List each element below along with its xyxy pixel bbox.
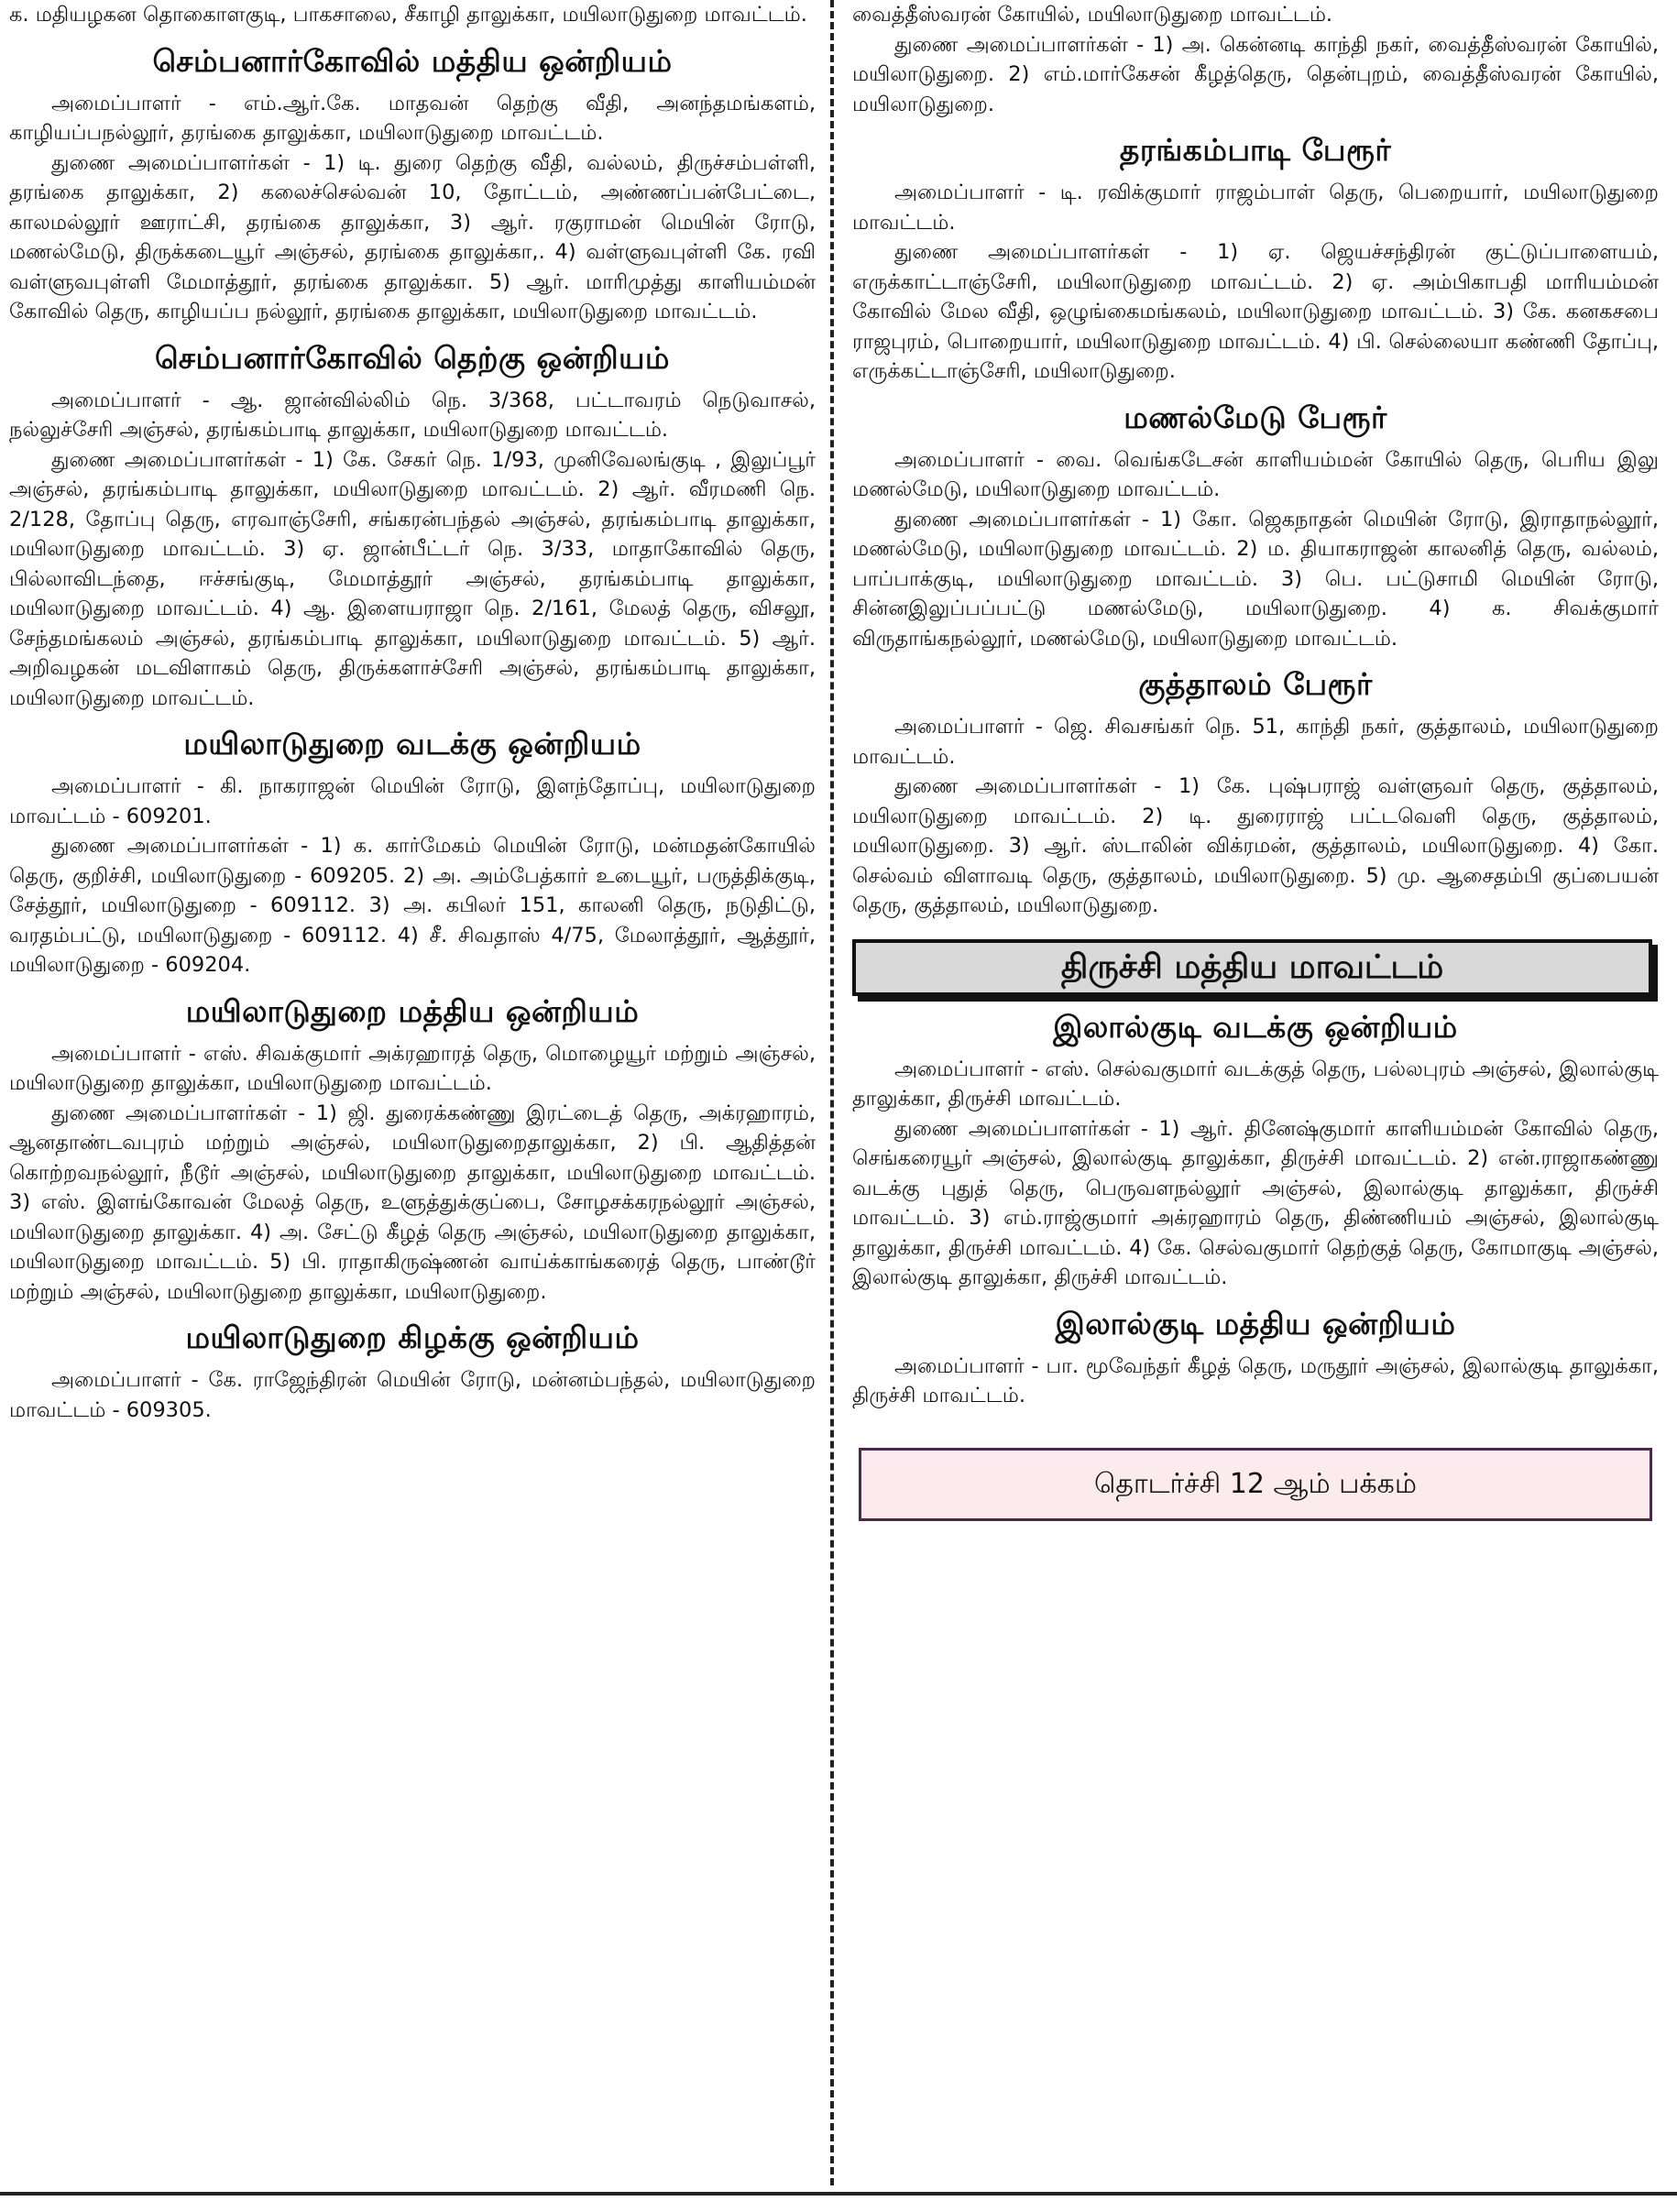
left-top-paragraph: க. மதியழகன தொகைாளகுடி, பாகசாலை, சீகாழி தாலுக்கா, மயிலாடுதுறை மாவட்டம். [9, 3, 807, 27]
deputies-paragraph: துணை அமைப்பாளர்கள் - 1) டி. துரை தெற்கு வீதி, வல்லம், திருச்சம்பள்ளி, தரங்கை தாலுக்கா, 2) கலைச்செல்வன் 10, தோட்டம், அண்ணப்பன்பேட்டை, காலமல்லூர் ஊராட்சி, தரங்கை தாலுக்கா, 3) ஆர். ரகுராமன் மெயின் ரோடு, மணல்மேடு, திருக்கடையூர் அஞ்சல், தரங்கை தாலுக்கா,. 4) வள்ளுவபுள்ளி கே. ரவி வள்ளுவபுள்ளி மேமாத்தூர், தரங்கை தாலுக்கா. 5) ஆர். மாரிமுத்து காளியம்மன் கோவில் தெரு, காழியப்ப நல்லூர், தரங்கை தாலுக்கா, மயிலாடுதுறை மாவட்டம். [9, 150, 816, 323]
district-heading: திருச்சி மத்திய மாவட்டம் [852, 939, 1652, 996]
organizer-paragraph: அமைப்பாளர் - கி. நாகராஜன் மெயின் ரோடு, இளந்தோப்பு, மயிலாடுதுறை மாவட்டம் - 609201. [9, 774, 816, 828]
section-title: குத்தாலம் பேரூர் [1138, 666, 1373, 702]
organizer-paragraph: அமைப்பாளர் - எஸ். சிவக்குமார் அக்ரஹாரத் தெரு, மொழையூர் மற்றும் அஞ்சல், மயிலாடுதுறை தாலுக்கா, மயிலாடுதுறை மாவட்டம். [9, 1041, 816, 1095]
section-title: இலால்குடி மத்திய ஒன்றியம் [1055, 1305, 1456, 1341]
organizer-paragraph: அமைப்பாளர் - கே. ராஜேந்திரன் மெயின் ரோடு, மன்னம்பந்தல், மயிலாடுதுறை மாவட்டம் - 609305. [9, 1368, 816, 1422]
deputies-paragraph: துணை அமைப்பாளர்கள் - 1) கே. சேகர் நெ. 1/93, முனிவேலங்குடி , இலுப்பூர் அஞ்சல், தரங்கம்பாடி தாலுக்கா, மயிலாடுதுறை மாவட்டம். 2) ஆர். வீரமணி நெ. 2/128, தோப்பு தெரு, எரவாஞ்சேரி, சங்கரன்பந்தல் அஞ்சல், தரங்கம்பாடி தாலுக்கா, மயிலாடுதுறை மாவட்டம். 3) ஏ. ஜான்பீட்டர் நெ. 3/33, மாதாகோவில் தெரு, பில்லாவிடந்தை, ஈச்சங்குடி, மேமாத்தூர் அஞ்சல், தரங்கம்பாடி தாலுக்கா, மயிலாடுதுறை மாவட்டம். 4) ஆ. இளையராஜா நெ. 2/161, மேலத் தெரு, விசலூ, சேந்தமங்கலம் அஞ்சல், தரங்கம்பாடி தாலுக்கா, மயிலாடுதுறை மாவட்டம். 5) ஆர். அறிவழகன் மடவிளாகம் தெரு, திருக்களாச்சேரி அஞ்சல், தரங்கம்பாடி தாலுக்கா, மயிலாடுதுறை மாவட்டம். [9, 447, 816, 710]
column-divider [830, 0, 834, 2185]
organizer-paragraph: அமைப்பாளர் - டி. ரவிக்குமார் ராஜம்பாள் தெரு, பெறையார், மயிலாடுதுறை மாவட்டம். [852, 181, 1659, 235]
organizer-paragraph: அமைப்பாளர் - ஜெ. சிவசங்கர் நெ. 51, காந்தி நகர், குத்தாலம், மயிலாடுதுறை மாவட்டம். [852, 715, 1659, 769]
section-title: மணல்மேடு பேரூர் [1123, 399, 1387, 435]
right-column [852, 0, 1659, 2181]
section-title: இலால்குடி வடக்கு ஒன்றியம் [1053, 1008, 1458, 1045]
continued-on-page-box: தொடர்ச்சி 12 ஆம் பக்கம் [859, 1448, 1652, 1521]
deputies-paragraph: துணை அமைப்பாளர்கள் - 1) ஏ. ஜெயச்சந்திரன் குட்டுப்பாளையம், எருக்காட்டாஞ்சேரி, மயிலாடுதுறை மாவட்டம். 2) ஏ. அம்பிகாபதி மாரியம்மன் கோவில் மேல வீதி, ஒழுங்கைமங்கலம், மயிலாடுதுறை மாவட்டம். 3) கே. கனகசபை ராஜபுரம், பொறையார், மயிலாடுதுறை மாவட்டம். 4) பி. செல்லையா கண்ணி தோப்பு, எருக்கட்டாஞ்சேரி, மயிலாடுதுறை. [852, 240, 1659, 383]
section-title: மயிலாடுதுறை வடக்கு ஒன்றியம் [183, 726, 641, 761]
section-title: மயிலாடுதுறை கிழக்கு ஒன்றியம் [185, 1320, 640, 1355]
deputies-paragraph: துணை அமைப்பாளர்கள் - 1) கே. புஷ்பராஜ் வள்ளுவர் தெரு, குத்தாலம், மயிலாடுதுறை மாவட்டம். 2) டி. துரைராஜ் பட்டவெளி தெரு, குத்தாலம், மயிலாடுதுறை. 3) ஆர். ஸ்டாலின் விக்ரமன், குத்தாலம், மயிலாடுதுறை. 4) கோ. செல்வம் விளாவடி தெரு, குத்தாலம், மயிலாடுதுறை. 5) மு. ஆசைதம்பி குப்பையன் தெரு, குத்தாலம், மயிலாடுதுறை. [852, 774, 1659, 917]
deputies-paragraph: துணை அமைப்பாளர்கள் - 1) கோ. ஜெகநாதன் மெயின் ரோடு, இராதாநல்லூர், மணல்மேடு, மயிலாடுதுறை மாவட்டம். 2) ம. தியாகராஜன் காலனித் தெரு, வல்லம், பாப்பாக்குடி, மயிலாடுதுறை மாவட்டம். 3) பெ. பட்டுசாமி மெயின் ரோடு, சின்னஇலுப்பப்பட்டு மணல்மேடு, மயிலாடுதுறை. 4) க. சிவக்குமார் விருதாங்கநல்லூர், மணல்மேடு, மயிலாடுதுறை மாவட்டம். [852, 507, 1659, 651]
organizer-paragraph: அமைப்பாளர் - வை. வெங்கடேசன் காளியம்மன் கோயில் தெரு, பெரிய இலு மணல்மேடு, மயிலாடுதுறை மாவட்டம். [852, 447, 1659, 501]
organizer-paragraph: அமைப்பாளர் - எஸ். செல்வகுமார் வடக்குத் தெரு, பல்லபுரம் அஞ்சல், இலால்குடி தாலுக்கா, திருச்சி மாவட்டம். [852, 1057, 1659, 1111]
left-column [9, 0, 816, 2181]
section-title: தரங்கம்பாடி பேரூர் [1119, 132, 1392, 168]
organizer-paragraph: அமைப்பாளர் - ஆ. ஜான்வில்லிம் நெ. 3/368, பட்டாவரம் நெடுவாசல், நல்லுச்சேரி அஞ்சல், தரங்கம்பாடி தாலுக்கா, மயிலாடுதுறை மாவட்டம். [9, 388, 816, 442]
section-title: செம்பனார்கோவில் மத்திய ஒன்றியம் [152, 42, 673, 79]
organizer-paragraph: அமைப்பாளர் - பா. மூவேந்தர் கீழத் தெரு, மருதூர் அஞ்சல், இலால்குடி தாலுக்கா, திருச்சி மாவட்டம். [852, 1353, 1659, 1407]
deputies-paragraph: துணை அமைப்பாளர்கள் - 1) அ. கென்னடி காந்தி நகர், வைத்தீஸ்வரன் கோயில், மயிலாடுதுறை. 2) எம்.மார்கேசன் கீழத்தெரு, தென்புறம், வைத்தீஸ்வரன் கோயில், மயிலாடுதுறை. [852, 32, 1659, 116]
deputies-paragraph: துணை அமைப்பாளர்கள் - 1) ஆர். தினேஷ்குமார் காளியம்மன் கோவில் தெரு, செங்கரையூர் அஞ்சல், இலால்குடி தாலுக்கா, திருச்சி மாவட்டம். 2) என்.ராஜாகண்ணு வடக்கு புதுத் தெரு, பெருவளநல்லூர் அஞ்சல், இலால்குடி தாலுக்கா, திருச்சி மாவட்டம். 3) எம்.ராஜ்குமார் அக்ரஹாரம் தெரு, திண்ணியம் அஞ்சல், இலால்குடி தாலுக்கா, திருச்சி மாவட்டம். 4) கே. செல்வகுமார் தெற்குத் தெரு, கோமாகுடி அஞ்சல், இலால்குடி தாலுக்கா, திருச்சி மாவட்டம். [852, 1116, 1659, 1289]
section-title: மயிலாடுதுறை மத்திய ஒன்றியம் [185, 992, 640, 1029]
deputies-paragraph: துணை அமைப்பாளர்கள் - 1) க. கார்மேகம் மெயின் ரோடு, மன்மதன்கோயில் தெரு, குறிச்சி, மயிலாடுதுறை - 609205. 2) அ. அம்பேத்கார் உடையூர், பருத்திக்குடி, சேத்தூர், மயிலாடுதுறை - 609112. 3) அ. கபிலர் 151, காலனி தெரு, நடுதிட்டு, வரதம்பட்டு, மயிலாடுதுறை - 609112. 4) சீ. சிவதாஸ் 4/75, மேலாத்தூர், ஆத்தூர், மயிலாடுதுறை - 609204. [9, 834, 816, 977]
bottom-rule [0, 2192, 1677, 2196]
deputies-paragraph: துணை அமைப்பாளர்கள் - 1) ஜி. துரைக்கண்ணு இரட்டைத் தெரு, அக்ரஹாரம், ஆனதாண்டவபுரம் மற்றும் அஞ்சல், மயிலாடுதுறைதாலுக்கா, 2) பி. ஆதித்தன் கொற்றவநல்லூர், நீடூர் அஞ்சல், மயிலாடுதுறை தாலுக்கா, மயிலாடுதுறை மாவட்டம். 3) எஸ். இளங்கோவன் மேலத் தெரு, உளுத்துக்குப்பை, சோழசக்கரநல்லூர் அஞ்சல், மயிலாடுதுறை தாலுக்கா. 4) அ. சேட்டு கீழத் தெரு அஞ்சல், மயிலாடுதுறை தாலுக்கா, மயிலாடுதுறை மாவட்டம். 5) பி. ராதாகிருஷ்ணன் வாய்க்காங்கரைத் தெரு, பாண்டூர் மற்றும் அஞ்சல், மயிலாடுதுறை தாலுக்கா, மயிலாடுதுறை. [9, 1101, 816, 1304]
right-top-paragraph: வைத்தீஸ்வரன் கோயில், மயிலாடுதுறை மாவட்டம். [852, 3, 1333, 27]
organizer-paragraph: அமைப்பாளர் - எம்.ஆர்.கே. மாதவன் தெற்கு வீதி, அனந்தமங்களம், காழியப்பநல்லூர், தரங்கை தாலுக்கா, மயிலாடுதுறை மாவட்டம். [9, 91, 816, 145]
section-title: செம்பனார்கோவில் தெற்கு ஒன்றியம் [155, 339, 670, 376]
